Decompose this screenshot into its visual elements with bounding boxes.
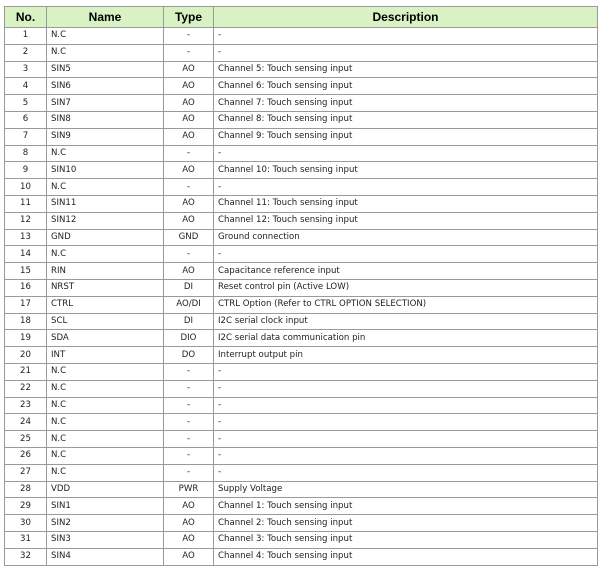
header-type: Type [164, 7, 214, 28]
cell-no: 2 [5, 44, 47, 61]
cell-description: - [214, 447, 598, 464]
table-row [5, 279, 598, 296]
cell-description: - [214, 363, 598, 380]
cell-description: - [214, 464, 598, 481]
table-row [5, 363, 598, 380]
cell-description: Channel 3: Touch sensing input [214, 531, 598, 548]
cell-name: SIN5 [47, 61, 164, 78]
cell-no: 25 [5, 431, 47, 448]
table-row [5, 145, 598, 162]
cell-description: - [214, 28, 598, 45]
cell-description: - [214, 380, 598, 397]
cell-name: SIN6 [47, 78, 164, 95]
table-row [5, 481, 598, 498]
table-row [5, 531, 598, 548]
cell-type: - [164, 431, 214, 448]
cell-description: Channel 4: Touch sensing input [214, 548, 598, 565]
cell-description: - [214, 44, 598, 61]
table-row [5, 296, 598, 313]
cell-type: - [164, 464, 214, 481]
cell-no: 24 [5, 414, 47, 431]
table-row [5, 61, 598, 78]
cell-no: 9 [5, 162, 47, 179]
table-row [5, 431, 598, 448]
cell-name: SIN9 [47, 128, 164, 145]
cell-no: 14 [5, 246, 47, 263]
cell-type: AO [164, 61, 214, 78]
table-row [5, 330, 598, 347]
cell-name: GND [47, 229, 164, 246]
cell-no: 6 [5, 111, 47, 128]
cell-type: AO [164, 263, 214, 280]
cell-no: 11 [5, 195, 47, 212]
cell-no: 31 [5, 531, 47, 548]
cell-no: 19 [5, 330, 47, 347]
cell-description: - [214, 145, 598, 162]
table-row [5, 28, 598, 45]
cell-name: SIN12 [47, 212, 164, 229]
cell-type: AO [164, 498, 214, 515]
cell-name: SIN4 [47, 548, 164, 565]
header-no: No. [5, 7, 47, 28]
cell-name: N.C [47, 28, 164, 45]
cell-description: Channel 1: Touch sensing input [214, 498, 598, 515]
cell-type: - [164, 380, 214, 397]
cell-no: 7 [5, 128, 47, 145]
table-row [5, 447, 598, 464]
cell-description: Channel 5: Touch sensing input [214, 61, 598, 78]
cell-type: AO [164, 128, 214, 145]
header-row [5, 7, 598, 28]
cell-no: 26 [5, 447, 47, 464]
cell-description: Channel 2: Touch sensing input [214, 515, 598, 532]
cell-type: - [164, 246, 214, 263]
cell-description: Capacitance reference input [214, 263, 598, 280]
table-row [5, 464, 598, 481]
pin-description-table [4, 6, 598, 566]
table-row [5, 179, 598, 196]
cell-type: AO [164, 548, 214, 565]
table-row [5, 380, 598, 397]
cell-no: 4 [5, 78, 47, 95]
cell-name: SIN7 [47, 95, 164, 112]
cell-name: N.C [47, 464, 164, 481]
cell-no: 13 [5, 229, 47, 246]
cell-description: Reset control pin (Active LOW) [214, 279, 598, 296]
table-row [5, 397, 598, 414]
cell-description: - [214, 431, 598, 448]
cell-name: N.C [47, 447, 164, 464]
cell-type: AO [164, 531, 214, 548]
table-row [5, 246, 598, 263]
cell-type: AO [164, 111, 214, 128]
cell-no: 29 [5, 498, 47, 515]
cell-no: 5 [5, 95, 47, 112]
cell-name: VDD [47, 481, 164, 498]
pin-description-table-container [4, 6, 598, 566]
cell-type: DIO [164, 330, 214, 347]
cell-no: 15 [5, 263, 47, 280]
cell-type: AO [164, 78, 214, 95]
cell-no: 22 [5, 380, 47, 397]
cell-name: NRST [47, 279, 164, 296]
cell-type: - [164, 145, 214, 162]
cell-description: - [214, 397, 598, 414]
cell-description: I2C serial clock input [214, 313, 598, 330]
cell-name: SIN1 [47, 498, 164, 515]
cell-no: 10 [5, 179, 47, 196]
cell-no: 23 [5, 397, 47, 414]
cell-no: 30 [5, 515, 47, 532]
cell-no: 21 [5, 363, 47, 380]
table-header [5, 7, 598, 28]
cell-description: Supply Voltage [214, 481, 598, 498]
cell-no: 16 [5, 279, 47, 296]
cell-description: Ground connection [214, 229, 598, 246]
cell-type: - [164, 179, 214, 196]
cell-name: RIN [47, 263, 164, 280]
cell-type: - [164, 28, 214, 45]
cell-no: 20 [5, 347, 47, 364]
table-row [5, 44, 598, 61]
cell-no: 1 [5, 28, 47, 45]
header-name: Name [47, 7, 164, 28]
cell-type: AO [164, 195, 214, 212]
cell-name: SDA [47, 330, 164, 347]
cell-type: DI [164, 279, 214, 296]
cell-description: Channel 6: Touch sensing input [214, 78, 598, 95]
cell-description: I2C serial data communication pin [214, 330, 598, 347]
cell-type: AO/DI [164, 296, 214, 313]
cell-name: INT [47, 347, 164, 364]
cell-name: CTRL [47, 296, 164, 313]
table-row [5, 263, 598, 280]
cell-type: - [164, 44, 214, 61]
table-row [5, 313, 598, 330]
table-row [5, 498, 598, 515]
cell-name: N.C [47, 397, 164, 414]
cell-type: AO [164, 212, 214, 229]
table-row [5, 162, 598, 179]
cell-type: AO [164, 162, 214, 179]
table-row [5, 78, 598, 95]
cell-description: Interrupt output pin [214, 347, 598, 364]
table-row [5, 515, 598, 532]
cell-name: SIN10 [47, 162, 164, 179]
cell-type: - [164, 363, 214, 380]
cell-no: 27 [5, 464, 47, 481]
cell-no: 32 [5, 548, 47, 565]
cell-description: Channel 11: Touch sensing input [214, 195, 598, 212]
cell-name: N.C [47, 246, 164, 263]
cell-type: GND [164, 229, 214, 246]
cell-no: 8 [5, 145, 47, 162]
cell-description: - [214, 246, 598, 263]
cell-description: Channel 9: Touch sensing input [214, 128, 598, 145]
cell-type: - [164, 447, 214, 464]
cell-name: N.C [47, 44, 164, 61]
cell-description: Channel 7: Touch sensing input [214, 95, 598, 112]
cell-name: N.C [47, 380, 164, 397]
cell-name: SIN11 [47, 195, 164, 212]
table-row [5, 212, 598, 229]
table-body [5, 28, 598, 566]
cell-name: SIN8 [47, 111, 164, 128]
cell-no: 3 [5, 61, 47, 78]
cell-name: SIN3 [47, 531, 164, 548]
cell-name: N.C [47, 414, 164, 431]
header-description: Description [214, 7, 598, 28]
cell-description: - [214, 414, 598, 431]
cell-name: SIN2 [47, 515, 164, 532]
cell-no: 18 [5, 313, 47, 330]
cell-no: 12 [5, 212, 47, 229]
cell-no: 17 [5, 296, 47, 313]
table-row [5, 95, 598, 112]
cell-name: N.C [47, 431, 164, 448]
cell-no: 28 [5, 481, 47, 498]
cell-description: Channel 10: Touch sensing input [214, 162, 598, 179]
cell-type: - [164, 414, 214, 431]
table-row [5, 128, 598, 145]
cell-description: CTRL Option (Refer to CTRL OPTION SELECTION) [214, 296, 598, 313]
cell-description: Channel 12: Touch sensing input [214, 212, 598, 229]
cell-description: - [214, 179, 598, 196]
cell-type: DO [164, 347, 214, 364]
cell-name: SCL [47, 313, 164, 330]
table-row [5, 195, 598, 212]
cell-type: - [164, 397, 214, 414]
cell-description: Channel 8: Touch sensing input [214, 111, 598, 128]
table-row [5, 347, 598, 364]
cell-type: DI [164, 313, 214, 330]
cell-type: AO [164, 515, 214, 532]
cell-type: AO [164, 95, 214, 112]
cell-name: N.C [47, 179, 164, 196]
table-row [5, 548, 598, 565]
table-row [5, 414, 598, 431]
table-row [5, 111, 598, 128]
table-row [5, 229, 598, 246]
cell-type: PWR [164, 481, 214, 498]
cell-name: N.C [47, 145, 164, 162]
cell-name: N.C [47, 363, 164, 380]
